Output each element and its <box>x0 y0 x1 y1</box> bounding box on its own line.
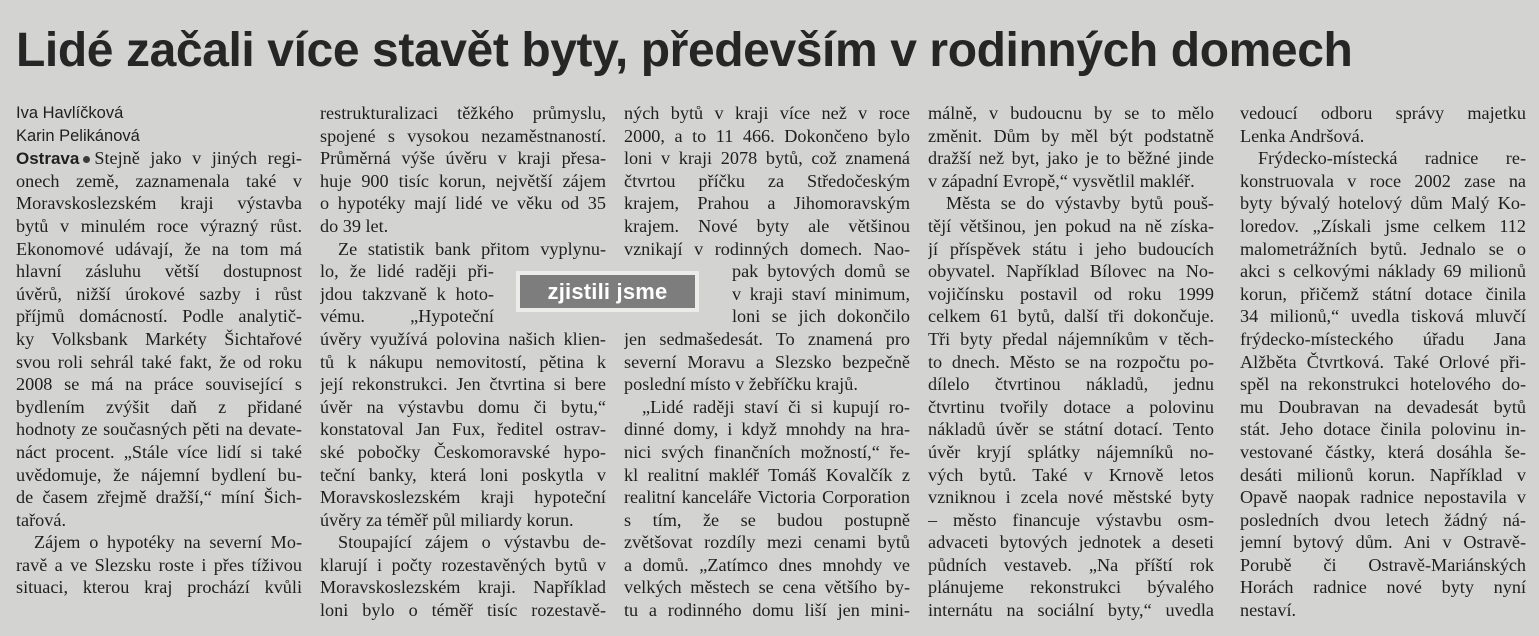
text-line: Alžběta Čtvrtková. Také Orlové při- <box>1240 351 1526 372</box>
text-line: náct procent. „Stále více lidí si také <box>16 441 302 462</box>
text-line: hodnoty ze současných pěti na devate- <box>16 419 302 440</box>
text-line: internátu na sociální byty,“ uvedla <box>928 600 1214 621</box>
text-line: Porubě či Ostravě-Mariánských <box>1240 554 1526 575</box>
text-line: lo, že lidé raději při- <box>320 261 494 282</box>
text-line: svou roli sehrál také fakt, že od roku <box>16 351 302 372</box>
text-line: dílelo čtvrtinou nákladů, jednu <box>928 374 1214 395</box>
text-line: Opavě naopak radnice nepostavila v <box>1240 487 1526 508</box>
section-badge: zjistili jsme <box>516 271 699 312</box>
text-line: akci s celkovými náklady 69 milionů <box>1240 261 1526 282</box>
text-line: úvěr kryjí splátky nájemníků no- <box>928 441 1214 462</box>
text-line: úvěry za téměř půl miliardy korun. <box>320 509 574 530</box>
text-line: 2000, a to 11 466. Dokončeno bylo <box>624 125 910 146</box>
text-line: – město financuje výstavbu osm- <box>928 509 1214 530</box>
text-line: huje 900 tisíc korun, největší zájem <box>320 170 606 191</box>
text-line: Stejně jako v jiných regi- <box>94 148 302 169</box>
text-line: Moravskoslezském kraji výstavba <box>16 193 302 214</box>
text-line: loni bylo o téměř tisíc rozestavě- <box>320 600 606 621</box>
text-line: do 39 let. <box>320 215 389 236</box>
text-line: teční banky, která loni poskytla v <box>320 464 606 485</box>
text-line: jen sedmašedesát. To znamená pro <box>624 328 910 349</box>
text-line: vojičínsku postavil od roku 1999 <box>928 283 1214 304</box>
text-line: změnit. Dům by měl být podstatně <box>928 125 1214 146</box>
text-line: její rekonstrukci. Jen čtvrtina si bere <box>320 374 606 395</box>
text-line: Tři byty předal nájemníkům v těch- <box>928 328 1214 349</box>
text-line: vznikají v rodinných domech. Nao- <box>624 238 910 259</box>
text-line: mu Doubravan na devadesát bytů <box>1240 396 1526 417</box>
text-line: nici svých finančních možností,“ ře- <box>624 441 910 462</box>
text-line: celkem 61 bytů, další tři dokončuje. <box>928 306 1214 327</box>
text-line: klarují i počty rozestavěných bytů v <box>320 554 606 575</box>
text-line: kl realitní makléř Tomáš Kovalčík z <box>624 464 910 485</box>
text-line: ravě a ve Slezsku roste i přes tíživou <box>16 554 302 575</box>
text-line: obyvatel. Například Bílovec na No- <box>928 261 1214 282</box>
text-line: loni se jich dokončilo <box>732 306 910 327</box>
text-line: posledních dvou letech žádný ná- <box>1240 509 1526 530</box>
author-name: Karin Pelikánová <box>16 126 140 145</box>
text-line: desáti milionů korun. Například v <box>1240 464 1526 485</box>
text-line: Moravskoslezském kraji. Například <box>320 577 606 598</box>
text-line: půdních vestaveb. „Na příští rok <box>928 554 1214 575</box>
text-line: restrukturalizaci těžkého průmyslu, <box>320 103 606 123</box>
text-line: příjmů domácností. Podle analytič- <box>16 306 302 327</box>
text-line: ské pobočky Českomoravské hypo- <box>320 441 606 462</box>
text-line: ky Volksbank Markéty Šichtařové <box>16 328 302 349</box>
text-line: advaceti bytových jednotek a deseti <box>928 532 1214 553</box>
article-column-1 <box>16 102 302 599</box>
text-line: tějí většinou, jen pokud na ně získa- <box>928 215 1214 236</box>
text-line: stát. Jeho dotace činila polovinu in- <box>1240 419 1526 440</box>
text-line: o hypotéky mají lidé ve věku od 35 <box>320 193 606 214</box>
text-line: frýdecko-místeckého úřadu Jana <box>1240 328 1526 349</box>
text-line: 34 milionů,“ uvedla tisková mluvčí <box>1240 306 1526 327</box>
text-line: 2008 se má na práce související s <box>16 374 302 395</box>
text-line: nestaví. <box>1240 600 1297 621</box>
text-line: tů k nákupu nemovitostí, pětina k <box>320 351 606 372</box>
text-line: plánujeme rekonstrukci bývalého <box>928 577 1214 598</box>
article-column-5 <box>1240 102 1526 622</box>
headline: Lidé začali více stavět byty, především v rodinných domech <box>16 24 1353 77</box>
text-line: poslední místo v žebříčku krajů. <box>624 374 858 395</box>
text-line: loredov. „Získali jsme celkem 112 <box>1240 215 1526 236</box>
text-line: bytů v minulém roce výrazný růst. <box>16 215 302 236</box>
text-line: tu a rodinného domu liší jen mini- <box>624 600 910 621</box>
text-line: krajem, Prahou a Jihomoravským <box>624 193 910 214</box>
text-line: v kraji staví minimum, <box>732 283 910 304</box>
text-line: onech země, zaznamenala také v <box>16 170 302 191</box>
text-line: zvětšovat rozdíly mezi cenami bytů <box>624 532 910 553</box>
text-line: dinné domy, i když mnohdy na hra- <box>624 419 910 440</box>
text-line: pak bytových domů se <box>732 261 910 282</box>
text-line: hlavní zásluhu větší dostupnost <box>16 261 302 282</box>
text-line: jdou takzvaně k hoto- <box>320 283 494 304</box>
dateline-line <box>16 147 302 170</box>
text-line: ných bytů v kraji více než v roce <box>624 103 910 123</box>
text-line: Lenka Andršová. <box>1240 125 1365 146</box>
text-line: de časem zřejmě dražší,“ míní Šich- <box>16 487 302 508</box>
text-line: úvěry využívá polovina našich klien- <box>320 328 606 349</box>
article-column-4 <box>928 102 1214 622</box>
text-line: krajem. Nové byty ale většinou <box>624 215 910 236</box>
text-line: jemní bytový dům. Ani v Ostravě- <box>1240 532 1526 553</box>
article-column-2 <box>320 102 606 622</box>
text-line: vému. „Hypoteční <box>320 306 494 327</box>
text-line: spěl na rekonstrukci hotelového do- <box>1240 374 1526 395</box>
text-line: realitní kanceláře Victoria Corporation <box>624 487 910 508</box>
text-line: a domů. „Zatímco dnes mnohdy ve <box>624 554 910 575</box>
text-line: severní Moravu a Slezsko bezpečně <box>624 351 910 372</box>
text-line: čtvrtinu tvořily dotace a polovinu <box>928 396 1214 417</box>
text-line: Zájem o hypotéky na severní Mo- <box>34 532 302 553</box>
author-name: Iva Havlíčková <box>16 104 124 122</box>
text-line: Stoupající zájem o výstavbu de- <box>338 532 606 553</box>
article-column-3 <box>624 102 910 622</box>
text-line: vých bytů. Také v Krnově letos <box>928 464 1214 485</box>
text-line: vedoucí odboru správy majetku <box>1240 103 1526 123</box>
text-line: Ze statistik bank přitom vyplynu- <box>338 238 606 259</box>
text-line: s tím, že se budou postupně <box>624 509 910 530</box>
dateline-place: Ostrava <box>16 149 80 169</box>
text-line: to dnech. Město se na rozpočtu po- <box>928 351 1214 372</box>
text-line: velkých městech se cena většího by- <box>624 577 910 598</box>
text-line: spojené s vysokou nezaměstnaností. <box>320 125 606 146</box>
text-line: čtvrtou příčku za Středočeským <box>624 170 910 191</box>
text-line: konstatoval Jan Fux, ředitel ostrav- <box>320 419 606 440</box>
text-line: vestované částky, která dosáhla še- <box>1240 441 1526 462</box>
text-line: v západní Evropě,“ vysvětlil makléř. <box>928 170 1195 191</box>
text-line: uvědomuje, že nájemní bydlení bu- <box>16 464 302 485</box>
text-line: dražší než byt, jako je to běžné jinde <box>928 148 1214 169</box>
text-line: Průměrná výše úvěru v kraji přesa- <box>320 148 606 169</box>
text-line: situaci, kterou kraj prochází kvůli <box>16 577 302 598</box>
text-line: malometrážních bytů. Jednalo se o <box>1240 238 1526 259</box>
text-line: Města se do výstavby bytů pouš- <box>946 193 1214 214</box>
text-line: úvěrů, nižší úrokové sazby i růst <box>16 283 302 304</box>
text-line: „Lidé raději staví či si kupují ro- <box>642 396 910 417</box>
text-line: bydlením zvýšit daň z přidané <box>16 396 302 417</box>
text-line: tařová. <box>16 509 66 530</box>
text-line: úvěr na výstavbu domu či bytu,“ <box>320 396 606 417</box>
text-line: konstruovala v roce 2002 zase na <box>1240 170 1526 191</box>
text-line: Moravskoslezském kraji hypoteční <box>320 487 606 508</box>
text-line: jí příspěvek státu i jeho budoucích <box>928 238 1214 259</box>
text-line: Horách radnice nové byty nyní <box>1240 577 1526 598</box>
text-line: nákladů úvěr se státní dotací. Tento <box>928 419 1214 440</box>
bullet-icon <box>83 156 90 163</box>
text-line: Frýdecko-místecká radnice re- <box>1258 148 1526 169</box>
text-line: Ekonomové udávají, že na tom má <box>16 238 302 259</box>
text-line: byty bývalý hotelový dům Malý Ko- <box>1240 193 1526 214</box>
text-line: málně, v budoucnu by se to mělo <box>928 103 1214 123</box>
text-line: korun, přičemž státní dotace činila <box>1240 283 1526 304</box>
text-line: loni v kraji 2078 bytů, což znamená <box>624 148 910 169</box>
text-line: vzniknou i zcela nové městské byty <box>928 487 1214 508</box>
